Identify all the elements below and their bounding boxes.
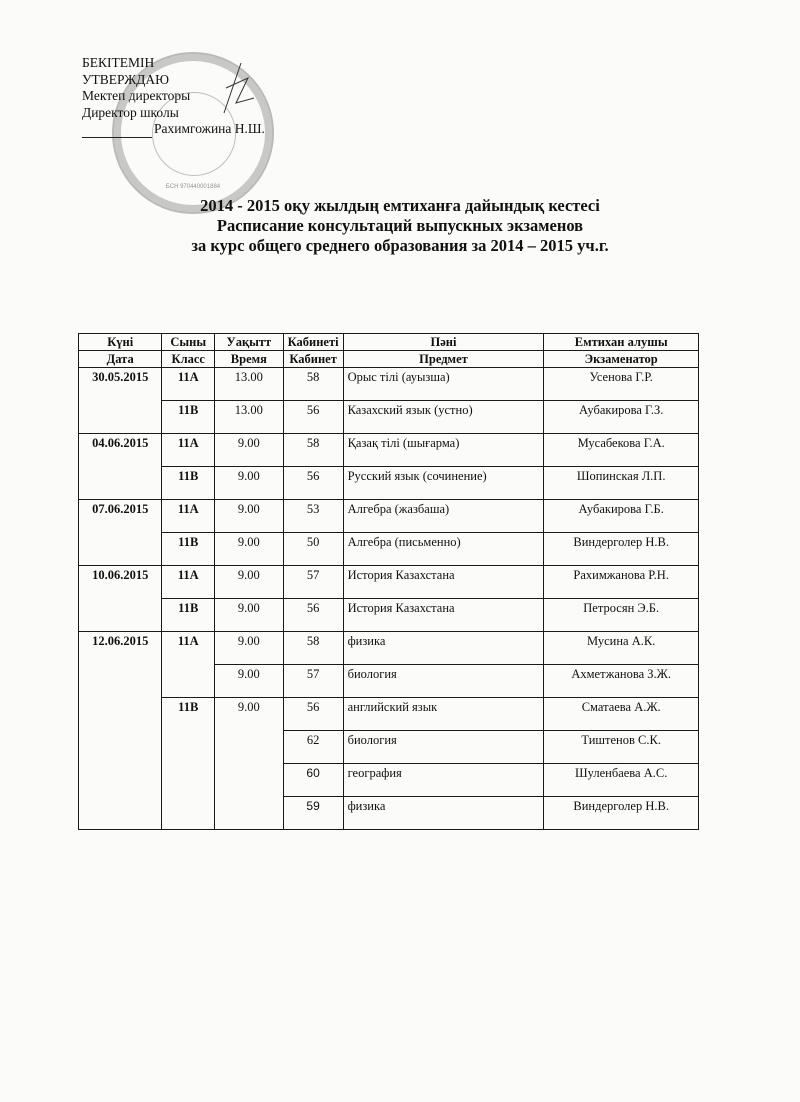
approval-line-ru: УТВЕРЖДАЮ [82,71,170,87]
cell-subject: Казахский язык (устно) [343,401,544,434]
cell-room: 53 [283,500,343,533]
title-ru-subtitle: за курс общего среднего образования за 2014 – 2015 уч.г. [191,236,609,255]
cell-time: 9.00 [215,665,284,698]
cell-subject: физика [343,632,544,665]
table-row [79,566,699,599]
approval-role-ru: Директор школы [82,104,179,120]
cell-examiner: Рахимжанова Р.Н. [544,566,699,599]
cell-class: 11В [162,698,215,830]
document-title [0,196,800,256]
table-row [79,368,699,401]
approval-block [82,55,265,138]
cell-examiner: Мусина А.К. [544,632,699,665]
cell-examiner: Тиштенов С.К. [544,731,699,764]
cell-examiner: Шопинская Л.П. [544,467,699,500]
cell-subject: физика [343,797,544,830]
header-class-kz: Сыны [162,334,215,351]
cell-date: 07.06.2015 [79,500,162,566]
cell-date: 10.06.2015 [79,566,162,632]
cell-class: 11В [162,401,215,434]
cell-room: 57 [283,665,343,698]
cell-examiner: Сматаева А.Ж. [544,698,699,731]
title-ru: Расписание консультаций выпускных экзаменов [216,216,584,235]
cell-class: 11А [162,368,215,401]
cell-room: 56 [283,599,343,632]
header-date-kz: Күні [79,334,162,351]
exam-schedule-table [78,333,699,830]
cell-time: 13.00 [215,368,284,401]
cell-room: 56 [283,467,343,500]
cell-time: 9.00 [215,566,284,599]
cell-room: 62 [283,731,343,764]
cell-subject: История Казахстана [343,599,544,632]
table-row [79,500,699,533]
cell-examiner: Виндерголер Н.В. [544,533,699,566]
cell-time: 9.00 [215,632,284,665]
table-row [79,533,699,566]
cell-date: 04.06.2015 [79,434,162,500]
cell-subject: Алгебра (письменно) [343,533,544,566]
cell-class: 11В [162,599,215,632]
table-row [79,599,699,632]
cell-room: 58 [283,632,343,665]
header-room-ru: Кабинет [283,351,343,368]
cell-subject: биология [343,731,544,764]
cell-room: 56 [283,401,343,434]
cell-subject: Қазақ тілі (шығарма) [343,434,544,467]
cell-class: 11А [162,500,215,533]
cell-subject: История Казахстана [343,566,544,599]
table-row [79,434,699,467]
cell-time: 9.00 [215,434,284,467]
cell-room: 59 [283,797,343,830]
cell-class: 11А [162,434,215,467]
header-subject-kz: Пәні [343,334,544,351]
cell-time: 9.00 [215,599,284,632]
cell-room: 58 [283,434,343,467]
signature-line [82,123,152,138]
cell-date: 30.05.2015 [79,368,162,434]
cell-room: 57 [283,566,343,599]
cell-class: 11А [162,566,215,599]
table-row [79,698,699,731]
header-row-ru [79,351,699,368]
cell-subject: география [343,764,544,797]
cell-examiner: Усенова Г.Р. [544,368,699,401]
table-row [79,632,699,665]
cell-time: 9.00 [215,698,284,830]
cell-subject: Русский язык (сочинение) [343,467,544,500]
cell-room: 58 [283,368,343,401]
table-row [79,467,699,500]
cell-time: 13.00 [215,401,284,434]
approval-signatory-row [82,121,265,138]
header-examiner-kz: Емтихан алушы [544,334,699,351]
title-kz: 2014 - 2015 оқу жылдың емтиханға дайындық кестесі [200,196,600,215]
stamp-bin: БСН 970440001884 [165,184,221,190]
cell-subject: Алгебра (жазбаша) [343,500,544,533]
cell-examiner: Аубакирова Г.Б. [544,500,699,533]
cell-date: 12.06.2015 [79,632,162,830]
cell-examiner: Петросян Э.Б. [544,599,699,632]
cell-time: 9.00 [215,533,284,566]
cell-examiner: Ахметжанова З.Ж. [544,665,699,698]
cell-time: 9.00 [215,467,284,500]
cell-room: 50 [283,533,343,566]
header-examiner-ru: Экзаменатор [544,351,699,368]
cell-class: 11А [162,632,215,698]
cell-subject: английский язык [343,698,544,731]
cell-subject: Орыс тілі (ауызша) [343,368,544,401]
approval-line-kz: БЕКІТЕМІН [82,55,155,70]
approval-signatory: Рахимгожина Н.Ш. [154,121,265,136]
cell-time: 9.00 [215,500,284,533]
cell-room: 56 [283,698,343,731]
header-time-kz: Уақытт [215,334,284,351]
cell-subject: биология [343,665,544,698]
header-row-kz [79,334,699,351]
cell-room: 60 [283,764,343,797]
table-row [79,401,699,434]
cell-class: 11В [162,467,215,500]
header-class-ru: Класс [162,351,215,368]
header-time-ru: Время [215,351,284,368]
cell-examiner: Мусабекова Г.А. [544,434,699,467]
cell-examiner: Шуленбаева А.С. [544,764,699,797]
cell-examiner: Аубакирова Г.З. [544,401,699,434]
cell-examiner: Виндерголер Н.В. [544,797,699,830]
cell-class: 11В [162,533,215,566]
header-date-ru: Дата [79,351,162,368]
approval-role-kz: Мектеп директоры [82,88,191,103]
header-room-kz: Кабинеті [283,334,343,351]
header-subject-ru: Предмет [343,351,544,368]
